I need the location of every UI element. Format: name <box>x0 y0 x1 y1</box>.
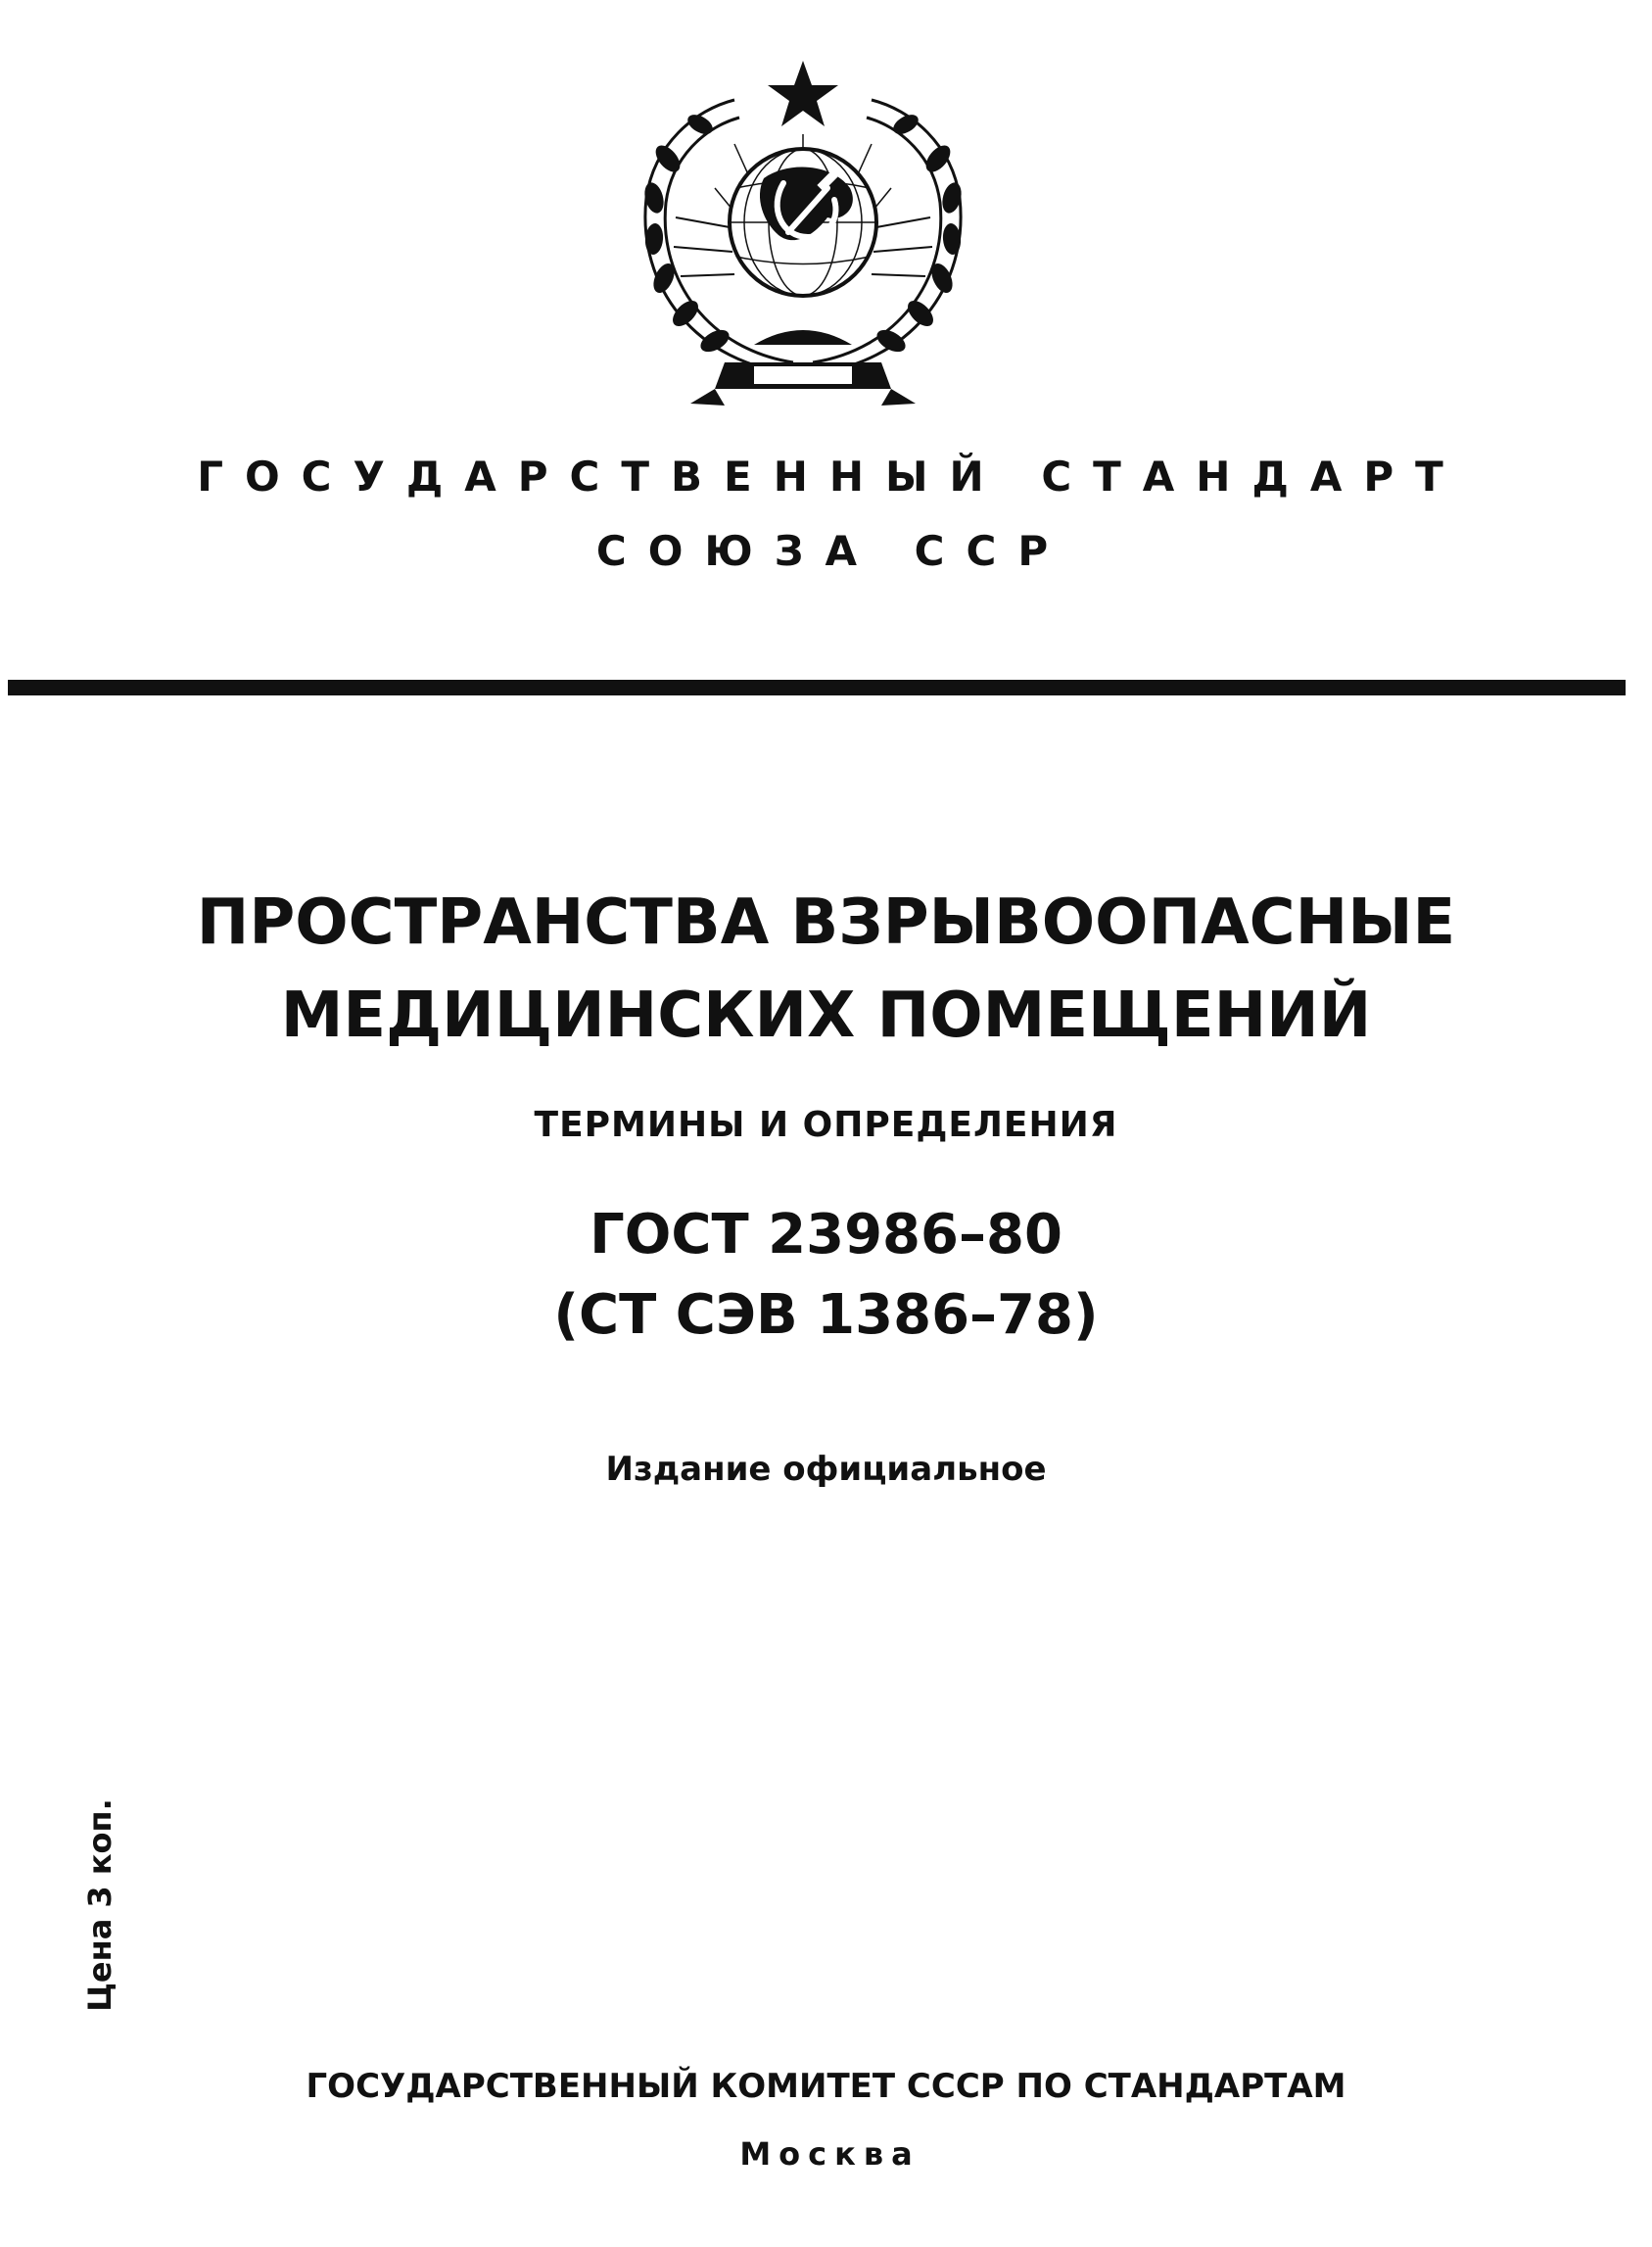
price-text: Цена 3 коп. <box>81 1798 118 2012</box>
price-label <box>72 1798 127 2012</box>
state-emblem-icon <box>607 51 999 428</box>
standard-header-title: ГОСУДАРСТВЕННЫЙ СТАНДАРТ <box>197 453 1465 501</box>
gost-number: ГОСТ 23986–80 <box>590 1203 1062 1267</box>
document-title-line-1: ПРОСТРАНСТВА ВЗРЫВООПАСНЫЕ <box>196 886 1456 959</box>
horizontal-divider <box>8 680 1626 695</box>
edition-label: Издание официальное <box>605 1450 1047 1489</box>
document-subtitle: ТЕРМИНЫ И ОПРЕДЕЛЕНИЯ <box>534 1105 1118 1145</box>
publisher-name: ГОСУДАРСТВЕННЫЙ КОМИТЕТ СССР ПО СТАНДАРТАМ <box>306 2067 1346 2106</box>
st-sev-number: (СТ СЭВ 1386–78) <box>553 1283 1099 1347</box>
document-title-line-2: МЕДИЦИНСКИХ ПОМЕЩЕНИЙ <box>280 980 1372 1052</box>
standard-header-subtitle: СОЮЗА ССР <box>595 527 1070 575</box>
publisher-city: Москва <box>739 2135 920 2173</box>
